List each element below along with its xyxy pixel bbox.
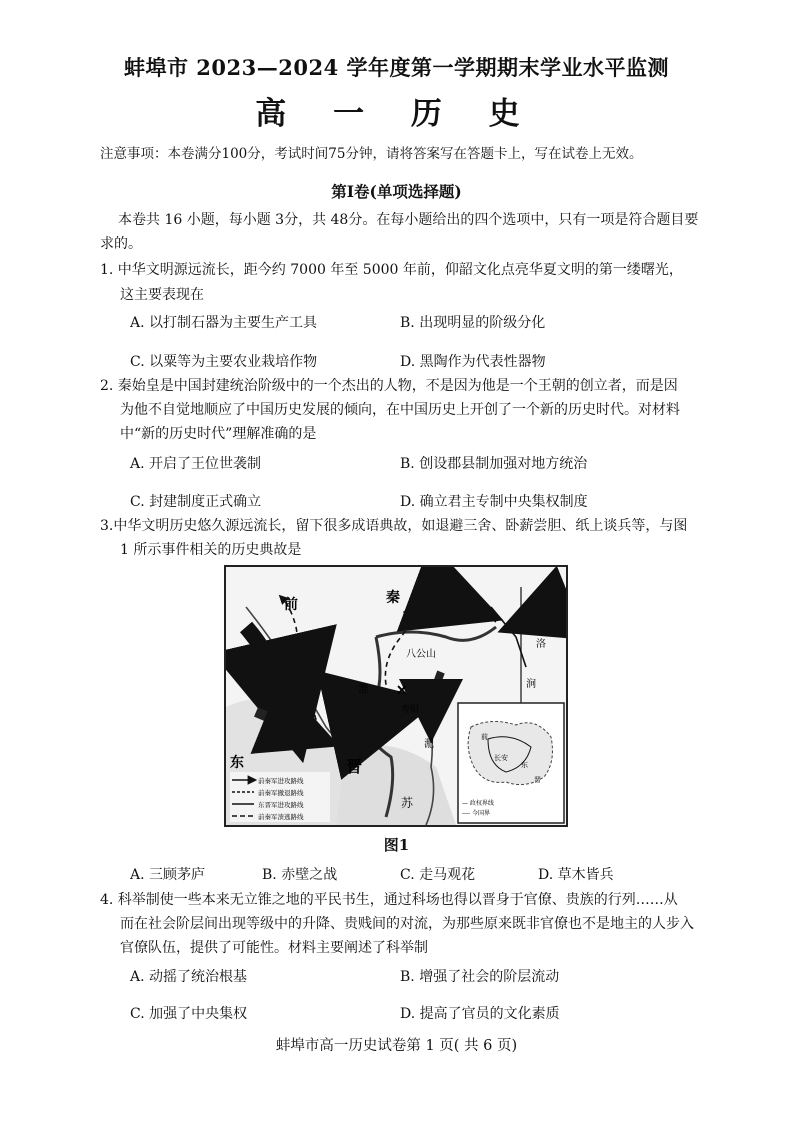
q1-option-a[interactable]: A. 以打制石器为主要生产工具	[130, 315, 318, 331]
inset-legend-2: ---- 今国界	[462, 810, 491, 817]
battle-marker: ✕	[396, 683, 408, 699]
inset-map	[458, 703, 564, 823]
q3-option-d[interactable]: D. 草木皆兵	[538, 867, 614, 883]
legend-item-2: 前秦军撤退路线	[258, 789, 304, 797]
q4-option-d[interactable]: D. 提高了官员的文化素质	[400, 1006, 560, 1022]
label-qian: 前	[284, 597, 298, 613]
exam-title: 蚌埠市 2023—2024 学年度第一学期期末学业水平监测	[123, 55, 669, 80]
inset-label-b: 长安	[494, 754, 508, 762]
arrow-jin-attack-2	[431, 672, 441, 727]
figure-caption: 图1	[383, 836, 410, 854]
q4-stem-line1: 4. 科举制使一些本来无立锥之地的平民书生，通过科场也得以晋身于官僚、贵族的行列……从	[100, 892, 678, 908]
arrow-qin-attack-4	[516, 607, 556, 625]
subject-title: 高 一 历 史	[255, 96, 538, 132]
q4-option-a[interactable]: A. 动摇了统治根基	[130, 969, 248, 985]
q3-stem-line1: 3.中华文明历史悠久源远流长，留下很多成语典故，如退避三舍、卧薪尝胆、纸上谈兵等，与图	[100, 518, 688, 534]
q1-option-d[interactable]: D. 黑陶作为代表性器物	[400, 354, 546, 370]
q4-stem-line3: 官僚队伍，提供了可能性。材料主要阐述了科举制	[120, 940, 428, 956]
label-shouyang: 寿阳	[401, 705, 420, 715]
q1-stem-line1: 1. 中华文明源远流长，距今约 7000 年至 5000 年前，仰韶文化点亮华夏文明的第一缕曙光，	[100, 262, 683, 278]
q3-option-c[interactable]: C. 走马观花	[400, 867, 476, 883]
q2-option-b[interactable]: B. 创设郡县制加强对地方统治	[400, 456, 588, 472]
q3-option-a[interactable]: A. 三顾茅庐	[130, 867, 206, 883]
q3-stem-line2: 1 所示事件相关的历史典故是	[120, 542, 302, 558]
page-footer: 蚌埠市高一历史试卷第 1 页( 共 6 页)	[275, 1038, 518, 1054]
label-jian: 涧	[526, 679, 536, 690]
map-legend	[230, 772, 330, 822]
q2-stem-line2: 为他不自觉地顺应了中国历史发展的倾向，在中国历史上开创了一个新的历史时代。对材料	[120, 402, 680, 418]
q2-option-d[interactable]: D. 确立君主专制中央集权制度	[400, 494, 588, 510]
section-intro-line2: 求的。	[100, 236, 142, 252]
q4-option-b[interactable]: B. 增强了社会的阶层流动	[400, 969, 560, 985]
arrow-qin-attack-3	[406, 606, 481, 617]
label-bagongshan: 八公山	[406, 649, 436, 660]
q1-option-b[interactable]: B. 出现明显的阶级分化	[400, 315, 546, 331]
battle-map-figure	[224, 565, 568, 827]
q1-option-c[interactable]: C. 以粟等为主要农业栽培作物	[130, 354, 318, 370]
inset-label-a: 前	[481, 733, 488, 741]
section-intro-line1: 本卷共 16 小题，每小题 3分，共 48分。在每小题给出的四个选项中，只有一项是符合题目要	[118, 212, 699, 228]
legend-item-1: 前秦军进攻路线	[258, 777, 304, 785]
q2-option-a[interactable]: A. 开启了王位世袭制	[130, 456, 262, 472]
q4-stem-line2: 而在社会阶层间出现等级中的升降、贵贱间的对流，为那些原来既非官僚也不是地主的人步入	[120, 916, 694, 932]
q3-option-b[interactable]: B. 赤壁之战	[262, 867, 338, 883]
label-feishui: 淝	[424, 739, 434, 750]
q2-stem-line3: 中“新的历史时代”理解准确的是	[120, 426, 317, 442]
label-jin: 晋	[346, 757, 363, 776]
label-luo: 洛	[536, 639, 546, 650]
legend-item-4: 前秦军溃逃路线	[258, 813, 304, 821]
river-north	[376, 627, 496, 640]
notice-text: 注意事项：本卷满分100分，考试时间75分钟，请将答案写在答题卡上，写在试卷上无效。	[100, 146, 643, 162]
label-huai: 淮	[358, 682, 369, 695]
label-qin: 秦	[386, 590, 400, 606]
q1-stem-line2: 这主要表现在	[120, 287, 204, 303]
inset-label-c: 东	[521, 761, 528, 769]
route-retreat-3	[431, 577, 496, 622]
q2-option-c[interactable]: C. 封建制度正式确立	[130, 494, 262, 510]
inset-label-d: 晋	[534, 776, 541, 784]
label-dong: 东	[230, 755, 244, 771]
section-title: 第Ⅰ卷(单项选择题)	[331, 182, 462, 201]
battle-map	[226, 567, 566, 825]
legend-item-3: 东晋军进攻路线	[258, 801, 304, 809]
q4-option-c[interactable]: C. 加强了中央集权	[130, 1006, 248, 1022]
label-su: 苏	[401, 796, 414, 810]
inset-legend-1: — 政权界线	[462, 800, 494, 807]
q2-stem-line1: 2. 秦始皇是中国封建统治阶级中的一个杰出的人物，不是因为他是一个王朝的创立者，而是因	[100, 378, 678, 394]
